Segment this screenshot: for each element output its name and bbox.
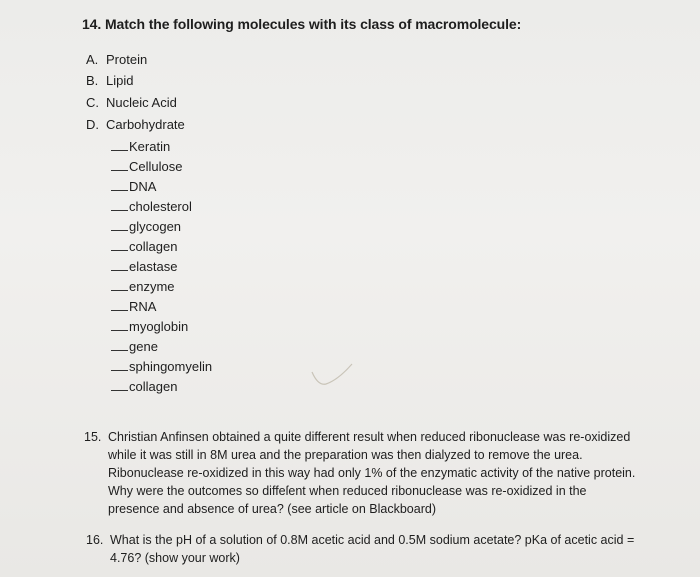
match-item [111,259,177,274]
answer-blank[interactable] [111,290,128,291]
option-letter: D. [86,117,99,132]
option-c [86,95,177,110]
answer-blank[interactable] [111,350,128,351]
match-item-label: enzyme [129,279,175,294]
match-item [111,239,177,254]
match-item [111,199,192,214]
match-item-label: collagen [129,379,178,394]
match-item [111,319,188,334]
question-15-line: while it was still in 8M urea and the preparation was then dialyzed to remove the urea. [108,448,583,462]
match-item-label: gene [129,339,158,354]
question-15-line: Why were the outcomes so diffeſent when reduced ribonuclease was re-oxidized in the [108,484,587,498]
match-item-label: cholesterol [129,199,192,214]
match-item-label: DNA [129,179,157,194]
match-item-label: elastase [129,259,178,274]
option-letter: C. [86,95,99,110]
pencil-checkmark-mark [308,362,354,390]
answer-blank[interactable] [111,210,128,211]
match-item [111,339,158,354]
option-a [86,52,147,67]
question-16-line: 4.76? (show your work) [110,551,240,565]
question-16 [86,531,685,567]
answer-blank[interactable] [111,370,128,371]
question-15-line: Christian Anfinsen obtained a quite different result when reduced ribonuclease was re-oxidized [108,430,631,444]
option-text: Nucleic Acid [106,95,177,110]
answer-blank[interactable] [111,150,128,151]
question-16-number: 16. [86,533,104,547]
match-item [111,159,182,174]
question-14-title: 14. Match the following molecules with its class of macromolecule: [82,16,522,32]
answer-blank[interactable] [111,190,128,191]
answer-blank[interactable] [111,170,128,171]
match-item-label: RNA [129,299,157,314]
match-item [111,219,181,234]
option-text: Carbohydrate [106,117,185,132]
match-item [111,279,175,294]
answer-blank[interactable] [111,390,128,391]
option-text: Protein [106,52,148,67]
match-item-label: Cellulose [129,159,183,174]
question-15-line: Ribonuclease re-oxidized in this way had only 1% of the enzymatic activity of the native protein. [108,466,636,480]
match-item-label: Keratin [129,139,171,154]
question-16-line: What is the pH of a solution of 0.8M acetic acid and 0.5M sodium acetate? pKa of acetic acid = [110,533,635,547]
match-item [111,379,177,394]
match-item-label: myoglobin [129,319,189,334]
match-item [111,139,170,154]
match-item-label: glycogen [129,219,182,234]
answer-blank[interactable] [111,250,128,251]
answer-blank[interactable] [111,310,128,311]
option-letter: A. [86,52,99,67]
answer-blank[interactable] [111,330,128,331]
answer-blank[interactable] [111,270,128,271]
question-15-line: presence and absence of urea? (see article on Blackboard) [108,502,436,516]
option-b [86,73,133,88]
match-item [111,179,156,194]
match-item [111,359,212,374]
option-text: Lipid [106,73,134,88]
option-letter: B. [86,73,99,88]
answer-blank[interactable] [111,230,128,231]
match-item [111,299,156,314]
match-item-label: sphingomyelin [129,359,213,374]
question-15 [84,428,683,518]
question-15-number: 15. [84,430,102,444]
match-item-label: collagen [129,239,178,254]
option-d [86,117,185,132]
